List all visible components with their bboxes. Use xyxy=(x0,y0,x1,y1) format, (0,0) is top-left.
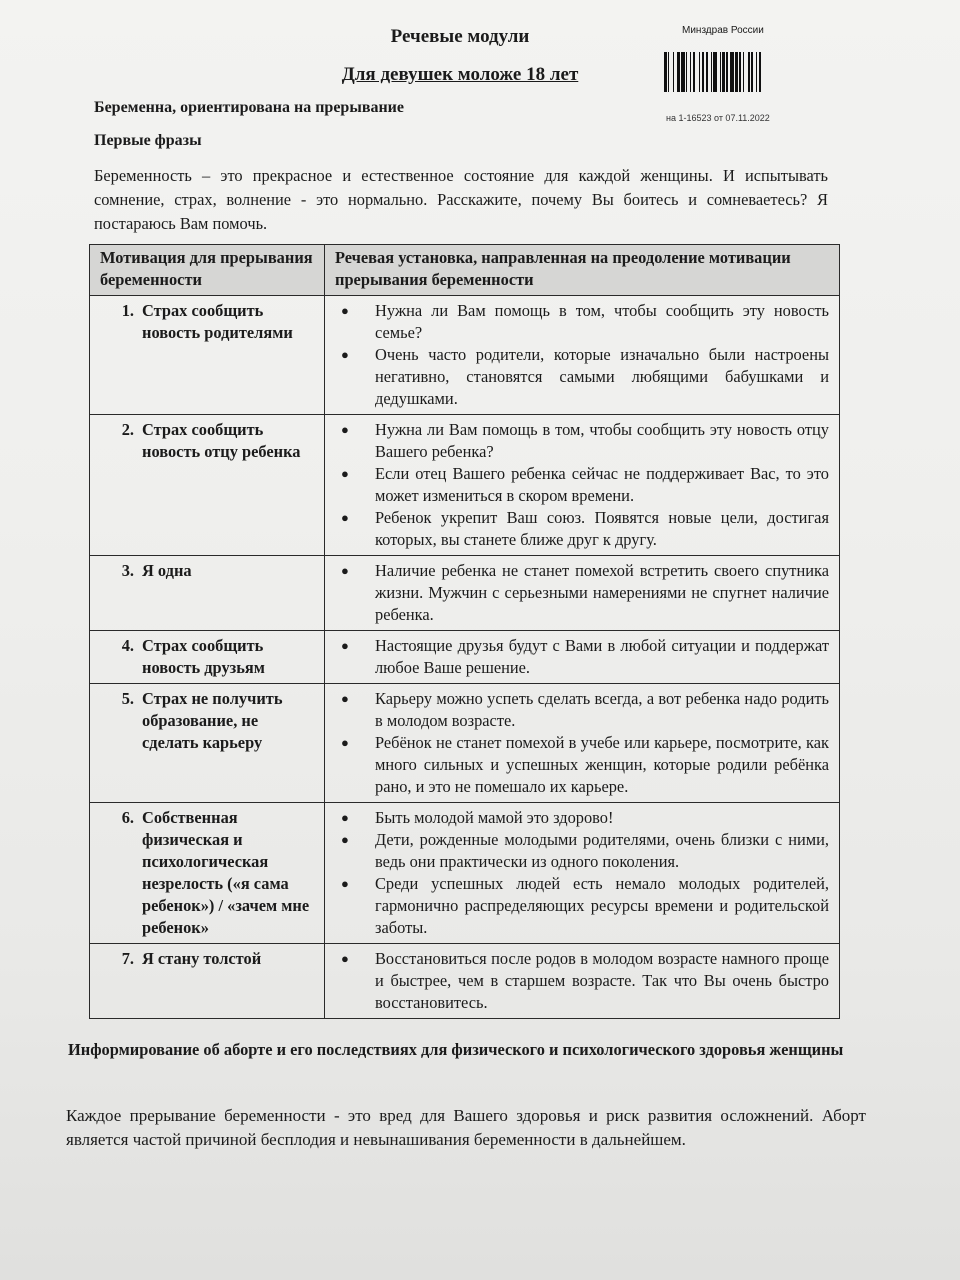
motive-cell xyxy=(90,944,325,1019)
motive xyxy=(90,631,324,683)
table-row xyxy=(90,415,840,556)
list-item xyxy=(337,829,829,873)
motive xyxy=(90,415,324,467)
list-item xyxy=(337,560,829,626)
motive-cell xyxy=(90,415,325,556)
bullet-icon: ● xyxy=(341,951,349,966)
bullet-icon: ● xyxy=(341,466,349,481)
bullet-icon: ● xyxy=(341,810,349,825)
motive-cell xyxy=(90,803,325,944)
bullet-icon: ● xyxy=(341,563,349,578)
phrase-text: Если отец Вашего ребенка сейчас не поддерживает Вас, то это может измениться в скором времени. xyxy=(375,464,829,505)
motive-text: Страх сообщить новость отцу ребенка xyxy=(142,420,301,461)
info-heading: Информирование об аборте и его последствиях для физического и психологического здоровья женщины xyxy=(68,1040,844,1059)
document-subtitle: Для девушек моложе 18 лет xyxy=(341,64,579,85)
motive-cell xyxy=(90,556,325,631)
phrases-cell xyxy=(325,631,840,684)
motive xyxy=(90,944,324,974)
phrase-text: Нужна ли Вам помощь в том, чтобы сообщить эту новость отцу Вашего ребенка? xyxy=(375,420,829,461)
phrases-cell xyxy=(325,556,840,631)
motive-text: Собственная физическая и психологическая незрелость («я сама ребенок») / «зачем мне ребенок» xyxy=(142,808,310,937)
motive-cell xyxy=(90,631,325,684)
list-item xyxy=(337,300,829,344)
phrase-text: Среди успешных людей есть немало молодых родителей, гармонично распределяющих ресурсы времени и родительской заботы. xyxy=(375,874,829,937)
motive xyxy=(90,556,324,586)
barcode-icon xyxy=(664,52,788,92)
motive-text: Страх не получить образование, не сделать карьеру xyxy=(142,689,283,752)
phrase-text: Ребенок укрепит Ваш союз. Появятся новые цели, достигая которых, вы станете ближе друг к другу. xyxy=(375,508,829,549)
motive-text: Страх сообщить новость друзьям xyxy=(142,636,265,677)
motivation-table xyxy=(89,244,840,1019)
phrase-text: Восстановиться после родов в молодом возрасте намного проще и быстрее, чем в старшем возрасте. Так что Вы очень быстро восстановитесь. xyxy=(375,949,829,1012)
bullet-icon: ● xyxy=(341,303,349,318)
header-speech-setting: Речевая установка, направленная на преодоление мотивации прерывания беременности xyxy=(325,245,840,296)
motive-number: 6. xyxy=(121,808,134,827)
phrase-text: Быть молодой мамой это здорово! xyxy=(375,808,614,827)
table-row xyxy=(90,631,840,684)
bullet-icon: ● xyxy=(341,422,349,437)
info-text: Каждое прерывание беременности - это вред для Вашего здоровья и риск развития осложнений. Аборт является частой причиной бесплодия и невынашивания беременности в дальнейшем. xyxy=(66,1106,866,1149)
table-header-row xyxy=(90,245,840,296)
table-row xyxy=(90,803,840,944)
list-item xyxy=(337,873,829,939)
motive-cell xyxy=(90,684,325,803)
motive-text: Страх сообщить новость родителями xyxy=(142,301,293,342)
phrases-cell xyxy=(325,944,840,1019)
phrase-text: Наличие ребенка не станет помехой встретить своего спутника жизни. Мужчин с серьезными намерениями не спугнет наличие ребенка. xyxy=(375,561,829,624)
phrase-list xyxy=(325,415,839,555)
section-heading: Беременна, ориентирована на прерывание xyxy=(94,99,404,116)
bullet-icon: ● xyxy=(341,691,349,706)
motive-number: 3. xyxy=(121,561,134,580)
list-item xyxy=(337,507,829,551)
list-item xyxy=(337,948,829,1014)
motive-number: 1. xyxy=(121,301,134,320)
phrases-cell xyxy=(325,684,840,803)
motive-text: Я стану толстой xyxy=(142,949,262,968)
ministry-label: Минздрав России xyxy=(682,25,764,36)
document-title: Речевые модули xyxy=(390,26,530,47)
phrase-list xyxy=(325,684,839,802)
list-item xyxy=(337,688,829,732)
phrase-text: Ребёнок не станет помехой в учебе или карьере, посмотрите, как много сильных и успешных женщин, которые родили ребёнка рано, и это не помешало их карьере. xyxy=(375,733,829,796)
phrase-text: Очень часто родители, которые изначально были настроены негативно, становятся самыми любящими бабушками и дедушками. xyxy=(375,345,829,408)
motive xyxy=(90,296,324,348)
table-row xyxy=(90,556,840,631)
phrase-text: Карьеру можно успеть сделать всегда, а вот ребенка надо родить в молодом возрасте. xyxy=(375,689,829,730)
header-motivation: Мотивация для прерывания беременности xyxy=(90,245,325,296)
bullet-icon: ● xyxy=(341,876,349,891)
list-item xyxy=(337,635,829,679)
table-row xyxy=(90,684,840,803)
phrase-list xyxy=(325,944,839,1018)
table-row xyxy=(90,296,840,415)
first-phrases-text: Беременность – это прекрасное и естественное состояние для каждой женщины. И испытывать сомнение, страх, волнение - это нормально. Расскажите, почему Вы боитесь и сомневаетесь? Я постараюсь Вам помочь. xyxy=(94,166,828,233)
bullet-icon: ● xyxy=(341,638,349,653)
bullet-icon: ● xyxy=(341,510,349,525)
motive-number: 2. xyxy=(121,420,134,439)
list-item xyxy=(337,732,829,798)
motive xyxy=(90,803,324,943)
phrase-text: Настоящие друзья будут с Вами в любой ситуации и поддержат любое Ваше решение. xyxy=(375,636,829,677)
list-item xyxy=(337,419,829,463)
motive-number: 5. xyxy=(121,689,134,708)
phrases-cell xyxy=(325,296,840,415)
phrase-list xyxy=(325,556,839,630)
motive-cell xyxy=(90,296,325,415)
phrase-list xyxy=(325,296,839,414)
motive-number: 4. xyxy=(121,636,134,655)
list-item xyxy=(337,344,829,410)
bullet-icon: ● xyxy=(341,832,349,847)
motive-text: Я одна xyxy=(142,561,192,580)
motive xyxy=(90,684,324,758)
phrase-list xyxy=(325,631,839,683)
list-item xyxy=(337,463,829,507)
phrase-text: Дети, рожденные молодыми родителями, очень близки с ними, ведь они практически из одного поколения. xyxy=(375,830,829,871)
first-phrases-heading: Первые фразы xyxy=(94,132,202,149)
phrase-text: Нужна ли Вам помощь в том, чтобы сообщить эту новость семье? xyxy=(375,301,829,342)
bullet-icon: ● xyxy=(341,347,349,362)
registration-number: на 1-16523 от 07.11.2022 xyxy=(666,113,770,123)
motive-number: 7. xyxy=(121,949,134,968)
table-row xyxy=(90,944,840,1019)
bullet-icon: ● xyxy=(341,735,349,750)
phrases-cell xyxy=(325,415,840,556)
phrases-cell xyxy=(325,803,840,944)
list-item xyxy=(337,807,829,829)
phrase-list xyxy=(325,803,839,943)
